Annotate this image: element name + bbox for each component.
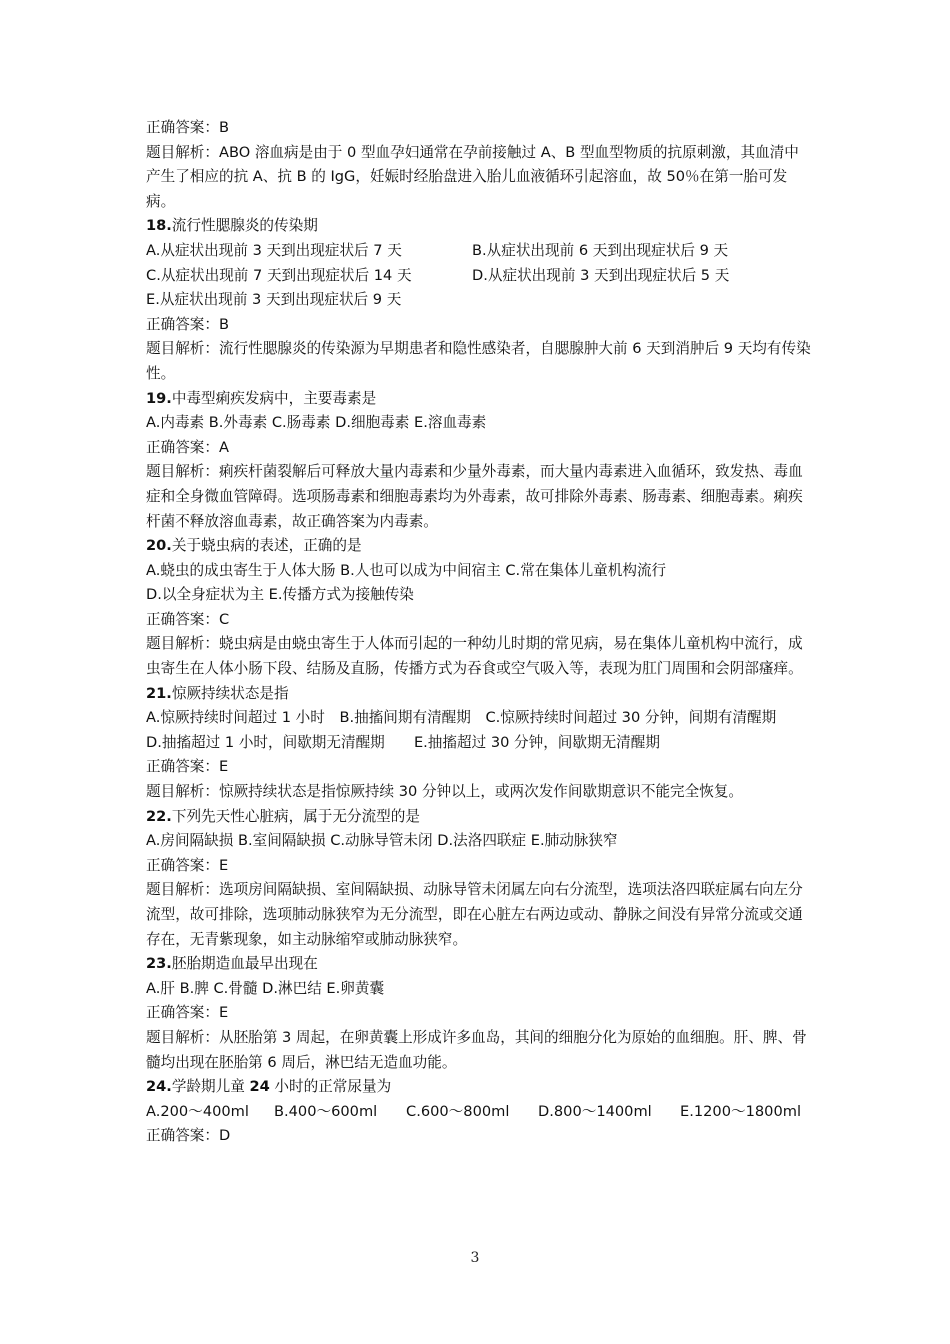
page-number: 3 — [470, 1250, 480, 1266]
q18-option-d: D.从症状出现前 3 天到出现症状后 5 天 — [472, 266, 730, 284]
q20-answer: 正确答案：C — [146, 610, 230, 628]
q18-option-b: B.从症状出现前 6 天到出现症状后 9 天 — [472, 241, 729, 259]
q20-title: 关于蛲虫病的表述，正确的是 — [171, 537, 362, 555]
q18-question — [146, 214, 811, 239]
q22-answer: 正确答案：E — [146, 856, 229, 874]
q19-analysis: 题目解析：痢疾杆菌裂解后可释放大量内毒素和少量外毒素，而大量内毒素进入血循环，致发热、毒血症和全身微血管障碍。选项肠毒素和细胞毒素均为外毒素，故可排除外毒素、肠毒素、细胞毒素。痢疾杆菌不释放溶血毒素，故正确答案为内毒素。 — [146, 463, 803, 530]
q23-question — [146, 952, 811, 977]
q20-number: 20. — [146, 537, 172, 555]
q21-question — [146, 682, 811, 707]
q23-title: 胚胎期造血最早出现在 — [171, 955, 318, 973]
q24-question — [146, 1075, 811, 1100]
q24-option-b: B.400～600ml — [274, 1102, 378, 1120]
q24-title-part2: 小时的正常尿量为 — [269, 1078, 392, 1096]
q17-analysis: 题目解析：ABO 溶血病是由于 0 型血孕妇通常在孕前接触过 A、B 型血型物质的抗原刺激，其血清中产生了相应的抗 A、抗 B 的 IgG，妊娠时经胎盘进入胎儿血液循环引起溶血，故 50％在第一胎可发病。 — [146, 143, 799, 210]
q24-option-a: A.200～400ml — [146, 1102, 249, 1120]
q24-number: 24. — [146, 1078, 172, 1096]
q24-title-bold: 24 — [249, 1078, 270, 1096]
q19-question — [146, 387, 811, 412]
q23-number: 23. — [146, 955, 172, 973]
q18-analysis: 题目解析：流行性腮腺炎的传染源为早期患者和隐性感染者，自腮腺肿大前 6 天到消肿后 9 天均有传染性。 — [146, 340, 811, 382]
q18-title: 流行性腮腺炎的传染期 — [171, 217, 318, 235]
q24-answer: 正确答案：D — [146, 1127, 231, 1145]
q24-title-part1: 学龄期儿童 — [171, 1078, 250, 1096]
q22-question — [146, 805, 811, 830]
q23-answer: 正确答案：E — [146, 1004, 229, 1022]
q20-options-row2: D.以全身症状为主 E.传播方式为接触传染 — [146, 586, 414, 604]
q23-options: A.肝 B.脾 C.骨髓 D.淋巴结 E.卵黄囊 — [146, 979, 385, 997]
q21-number: 21. — [146, 684, 172, 702]
q24-option-d: D.800～1400ml — [538, 1102, 652, 1120]
q19-title: 中毒型痢疾发病中，主要毒素是 — [171, 389, 377, 407]
q20-analysis: 题目解析：蛲虫病是由蛲虫寄生于人体而引起的一种幼儿时期的常见病，易在集体儿童机构中流行，成虫寄生在人体小肠下段、结肠及直肠，传播方式为吞食或空气吸入等，表现为肛门周围和会阴部瘙痒。 — [146, 635, 803, 678]
q18-option-a: A.从症状出现前 3 天到出现症状后 7 天 — [146, 241, 402, 259]
q22-title: 下列先天性心脏病，属于无分流型的是 — [171, 807, 420, 825]
q22-options: A.房间隔缺损 B.室间隔缺损 C.动脉导管未闭 D.法洛四联症 E.肺动脉狭窄 — [146, 832, 618, 850]
q23-analysis: 题目解析：从胚胎第 3 周起，在卵黄囊上形成许多血岛，其间的细胞分化为原始的血细胞。肝、脾、骨髓均出现在胚胎第 6 周后，淋巴结无造血功能。 — [146, 1028, 807, 1071]
q18-options-row1 — [146, 239, 811, 264]
q21-title: 惊厥持续状态是指 — [171, 684, 289, 702]
q18-number: 18. — [146, 217, 172, 235]
q24-options — [146, 1100, 811, 1125]
q21-options: A.惊厥持续时间超过 1 小时 B.抽搐间期有清醒期 C.惊厥持续时间超过 30 分钟，间期有清醒期 D.抽搐超过 1 小时，间歇期无清醒期 E.抽搐超过 30 分钟，间歇期无清醒期 — [146, 709, 806, 751]
q21-analysis: 题目解析：惊厥持续状态是指惊厥持续 30 分钟以上，或两次发作间歇期意识不能完全恢复。 — [146, 783, 744, 801]
document-body — [146, 116, 811, 1149]
q20-options-row1: A.蛲虫的成虫寄生于人体大肠 B.人也可以成为中间宿主 C.常在集体儿童机构流行 — [146, 561, 667, 579]
q17-answer: 正确答案：B — [146, 119, 229, 136]
q24-option-e: E.1200～1800ml — [680, 1102, 802, 1120]
q18-answer: 正确答案：B — [146, 315, 229, 333]
q20-question — [146, 534, 811, 559]
q24-option-c: C.600～800ml — [406, 1102, 510, 1120]
q19-answer: 正确答案：A — [146, 438, 229, 456]
q22-number: 22. — [146, 807, 172, 825]
q18-options-row2 — [146, 264, 811, 289]
q19-options: A.内毒素 B.外毒素 C.肠毒素 D.细胞毒素 E.溶血毒素 — [146, 414, 487, 432]
q18-option-c: C.从症状出现前 7 天到出现症状后 14 天 — [146, 266, 412, 284]
q18-option-e: E.从症状出现前 3 天到出现症状后 9 天 — [146, 291, 402, 309]
q22-analysis: 题目解析：选项房间隔缺损、室间隔缺损、动脉导管未闭属左向右分流型，选项法洛四联症属右向左分流型，故可排除，选项肺动脉狭窄为无分流型，即在心脏左右两边或动、静脉之间没有异常分流或交通存在，无青紫现象，如主动脉缩窄或肺动脉狭窄。 — [146, 881, 803, 948]
q21-answer: 正确答案：E — [146, 758, 229, 776]
q19-number: 19. — [146, 389, 172, 407]
